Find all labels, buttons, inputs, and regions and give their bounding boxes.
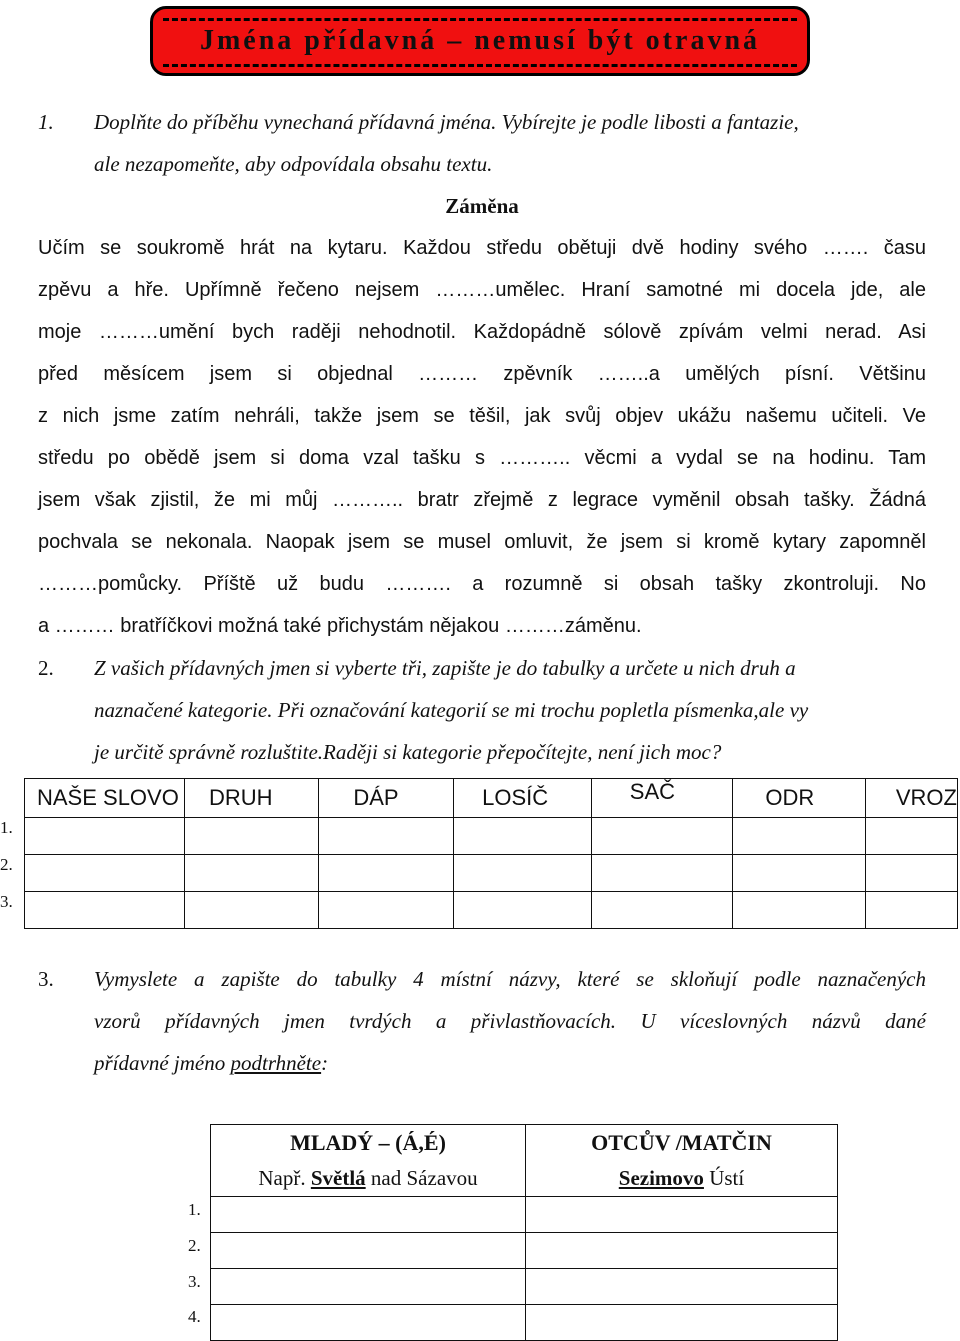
answer-cell[interactable]	[25, 818, 185, 855]
col-header-otcuv: OTCŮV /MATČIN	[526, 1125, 838, 1161]
task3-underlined-word: podtrhněte	[230, 1051, 322, 1075]
answer-cell[interactable]	[319, 855, 454, 892]
answer-cell[interactable]	[454, 855, 592, 892]
page-title: Jména přídavná – nemusí být otravná	[199, 25, 761, 56]
answer-cell[interactable]	[211, 1269, 526, 1305]
story-line: a ……… bratříčkovi možná také přichystám nějakou ………záměnu.	[38, 615, 642, 637]
answer-cell[interactable]	[454, 818, 592, 855]
task2-line1: Z vašich přídavných jmen si vyberte tři, zapište je do tabulky a určete u nich druh a	[94, 656, 796, 680]
table1-row-number: 1.	[0, 818, 13, 837]
col-header: SAČ	[591, 779, 733, 818]
table-row	[25, 818, 958, 855]
answer-cell[interactable]	[591, 855, 733, 892]
example-otcuv	[526, 1161, 838, 1197]
table-row	[211, 1305, 838, 1341]
story-line: jsem však zjistil, že mi můj ……….. bratr zřejmě z legrace vyměnil obsah tašky. Žádná	[38, 489, 926, 511]
table1-row-number: 3.	[0, 892, 13, 911]
place-names-table	[210, 1124, 838, 1341]
story-line: pochvala se nekonala. Naopak jsem se musel omluvit, že jsem si kromě kytary zapomněl	[38, 531, 926, 553]
story-line: středu po obědě jsem si doma vzal tašku s ……….. věcmi a vydal se na hodinu. Tam	[38, 447, 926, 469]
answer-cell[interactable]	[319, 892, 454, 929]
answer-cell[interactable]	[454, 892, 592, 929]
col-header-mlady: MLADÝ – (Á,É)	[211, 1125, 526, 1161]
answer-cell[interactable]	[526, 1305, 838, 1341]
task3-line1: Vymyslete a zapište do tabulky 4 místní názvy, které se skloňují podle naznačených	[94, 967, 926, 991]
col-header: DÁP	[319, 779, 454, 818]
banner-dash-bottom	[163, 64, 797, 67]
answer-cell[interactable]	[211, 1305, 526, 1341]
example-suffix: nad Sázavou	[365, 1165, 478, 1190]
answer-cell[interactable]	[865, 818, 957, 855]
task3-colon: :	[321, 1051, 329, 1075]
task1-line2: ale nezapomeňte, aby odpovídala obsahu textu.	[94, 152, 493, 176]
table1-row-number: 2.	[0, 855, 13, 874]
answer-cell[interactable]	[319, 818, 454, 855]
task3-line3-text: přídavné jméno	[94, 1051, 231, 1075]
answer-cell[interactable]	[865, 892, 957, 929]
example-prefix: Např.	[258, 1165, 311, 1190]
task3-line3	[38, 1042, 926, 1084]
table-row	[25, 855, 958, 892]
answer-cell[interactable]	[211, 1197, 526, 1233]
task2-number: 2.	[38, 656, 54, 680]
col-header: VROZ	[865, 779, 957, 818]
task2-line3: je určitě správně rozluštite.Raději si kategorie přepočítejte, není jich moc?	[94, 740, 722, 764]
table-row	[211, 1233, 838, 1269]
table2-row-number: 3.	[188, 1272, 201, 1291]
answer-cell[interactable]	[733, 855, 865, 892]
table2-row-number: 2.	[188, 1236, 201, 1255]
table2-row-number: 1.	[188, 1200, 201, 1219]
answer-cell[interactable]	[25, 855, 185, 892]
story-line: Učím se soukromě hrát na kytaru. Každou středu obětuji dvě hodiny svého ……. času	[38, 237, 926, 259]
example-underlined: Světlá	[310, 1165, 366, 1190]
answer-cell[interactable]	[211, 1233, 526, 1269]
table-row	[211, 1269, 838, 1305]
task1-number: 1.	[38, 110, 54, 134]
table-row	[25, 892, 958, 929]
answer-cell[interactable]	[733, 892, 865, 929]
answer-cell[interactable]	[591, 892, 733, 929]
answer-cell[interactable]	[526, 1269, 838, 1305]
story-line: před měsícem jsem si objednal ……… zpěvník ……..a umělých písní. Většinu	[38, 363, 926, 385]
task2-line2: naznačené kategorie. Při označování kategorií se mi trochu popletla písmenka,ale vy	[94, 698, 809, 722]
example-suffix: Ústí	[703, 1165, 745, 1190]
answer-cell[interactable]	[185, 892, 319, 929]
table-row	[211, 1197, 838, 1233]
answer-cell[interactable]	[733, 818, 865, 855]
answer-cell[interactable]	[25, 892, 185, 929]
story-line: ………pomůcky. Příště už budu ………. a rozumně si obsah tašky zkontroluji. No	[38, 573, 926, 595]
answer-cell[interactable]	[591, 818, 733, 855]
banner-dash-top	[163, 18, 797, 21]
col-header: DRUH	[185, 779, 319, 818]
story-line: zpěvu a hře. Upřímně řečeno nejsem ………umělec. Hraní samotné mi docela jde, ale	[38, 279, 926, 301]
task3-line2: vzorů přídavných jmen tvrdých a přivlastňovacích. U víceslovných názvů dané	[94, 1009, 926, 1033]
col-header: ODR	[733, 779, 865, 818]
story-line: moje ………umění bych raději nehodnotil. Každopádně sólově zpívám velmi nerad. Asi	[38, 321, 926, 343]
story-heading: Záměna	[445, 194, 519, 218]
task3-number: 3.	[38, 967, 54, 991]
col-header: NAŠE SLOVO	[25, 779, 185, 818]
answer-cell[interactable]	[526, 1197, 838, 1233]
answer-cell[interactable]	[185, 818, 319, 855]
title-banner	[150, 6, 810, 76]
answer-cell[interactable]	[865, 855, 957, 892]
task1-line1: Doplňte do příběhu vynechaná přídavná jména. Vybírejte je podle libosti a fantazie,	[94, 110, 799, 134]
example-underlined: Sezimovo	[618, 1165, 704, 1190]
answer-cell[interactable]	[185, 855, 319, 892]
story-line: z nich jsme zatím nehráli, takže jsem se těšil, jak svůj objev ukážu našemu učiteli. Ve	[38, 405, 926, 427]
answer-cell[interactable]	[526, 1233, 838, 1269]
table2-row-number: 4.	[188, 1307, 201, 1326]
example-mlady	[211, 1161, 526, 1197]
col-header: LOSÍČ	[454, 779, 592, 818]
categories-table	[24, 778, 958, 929]
